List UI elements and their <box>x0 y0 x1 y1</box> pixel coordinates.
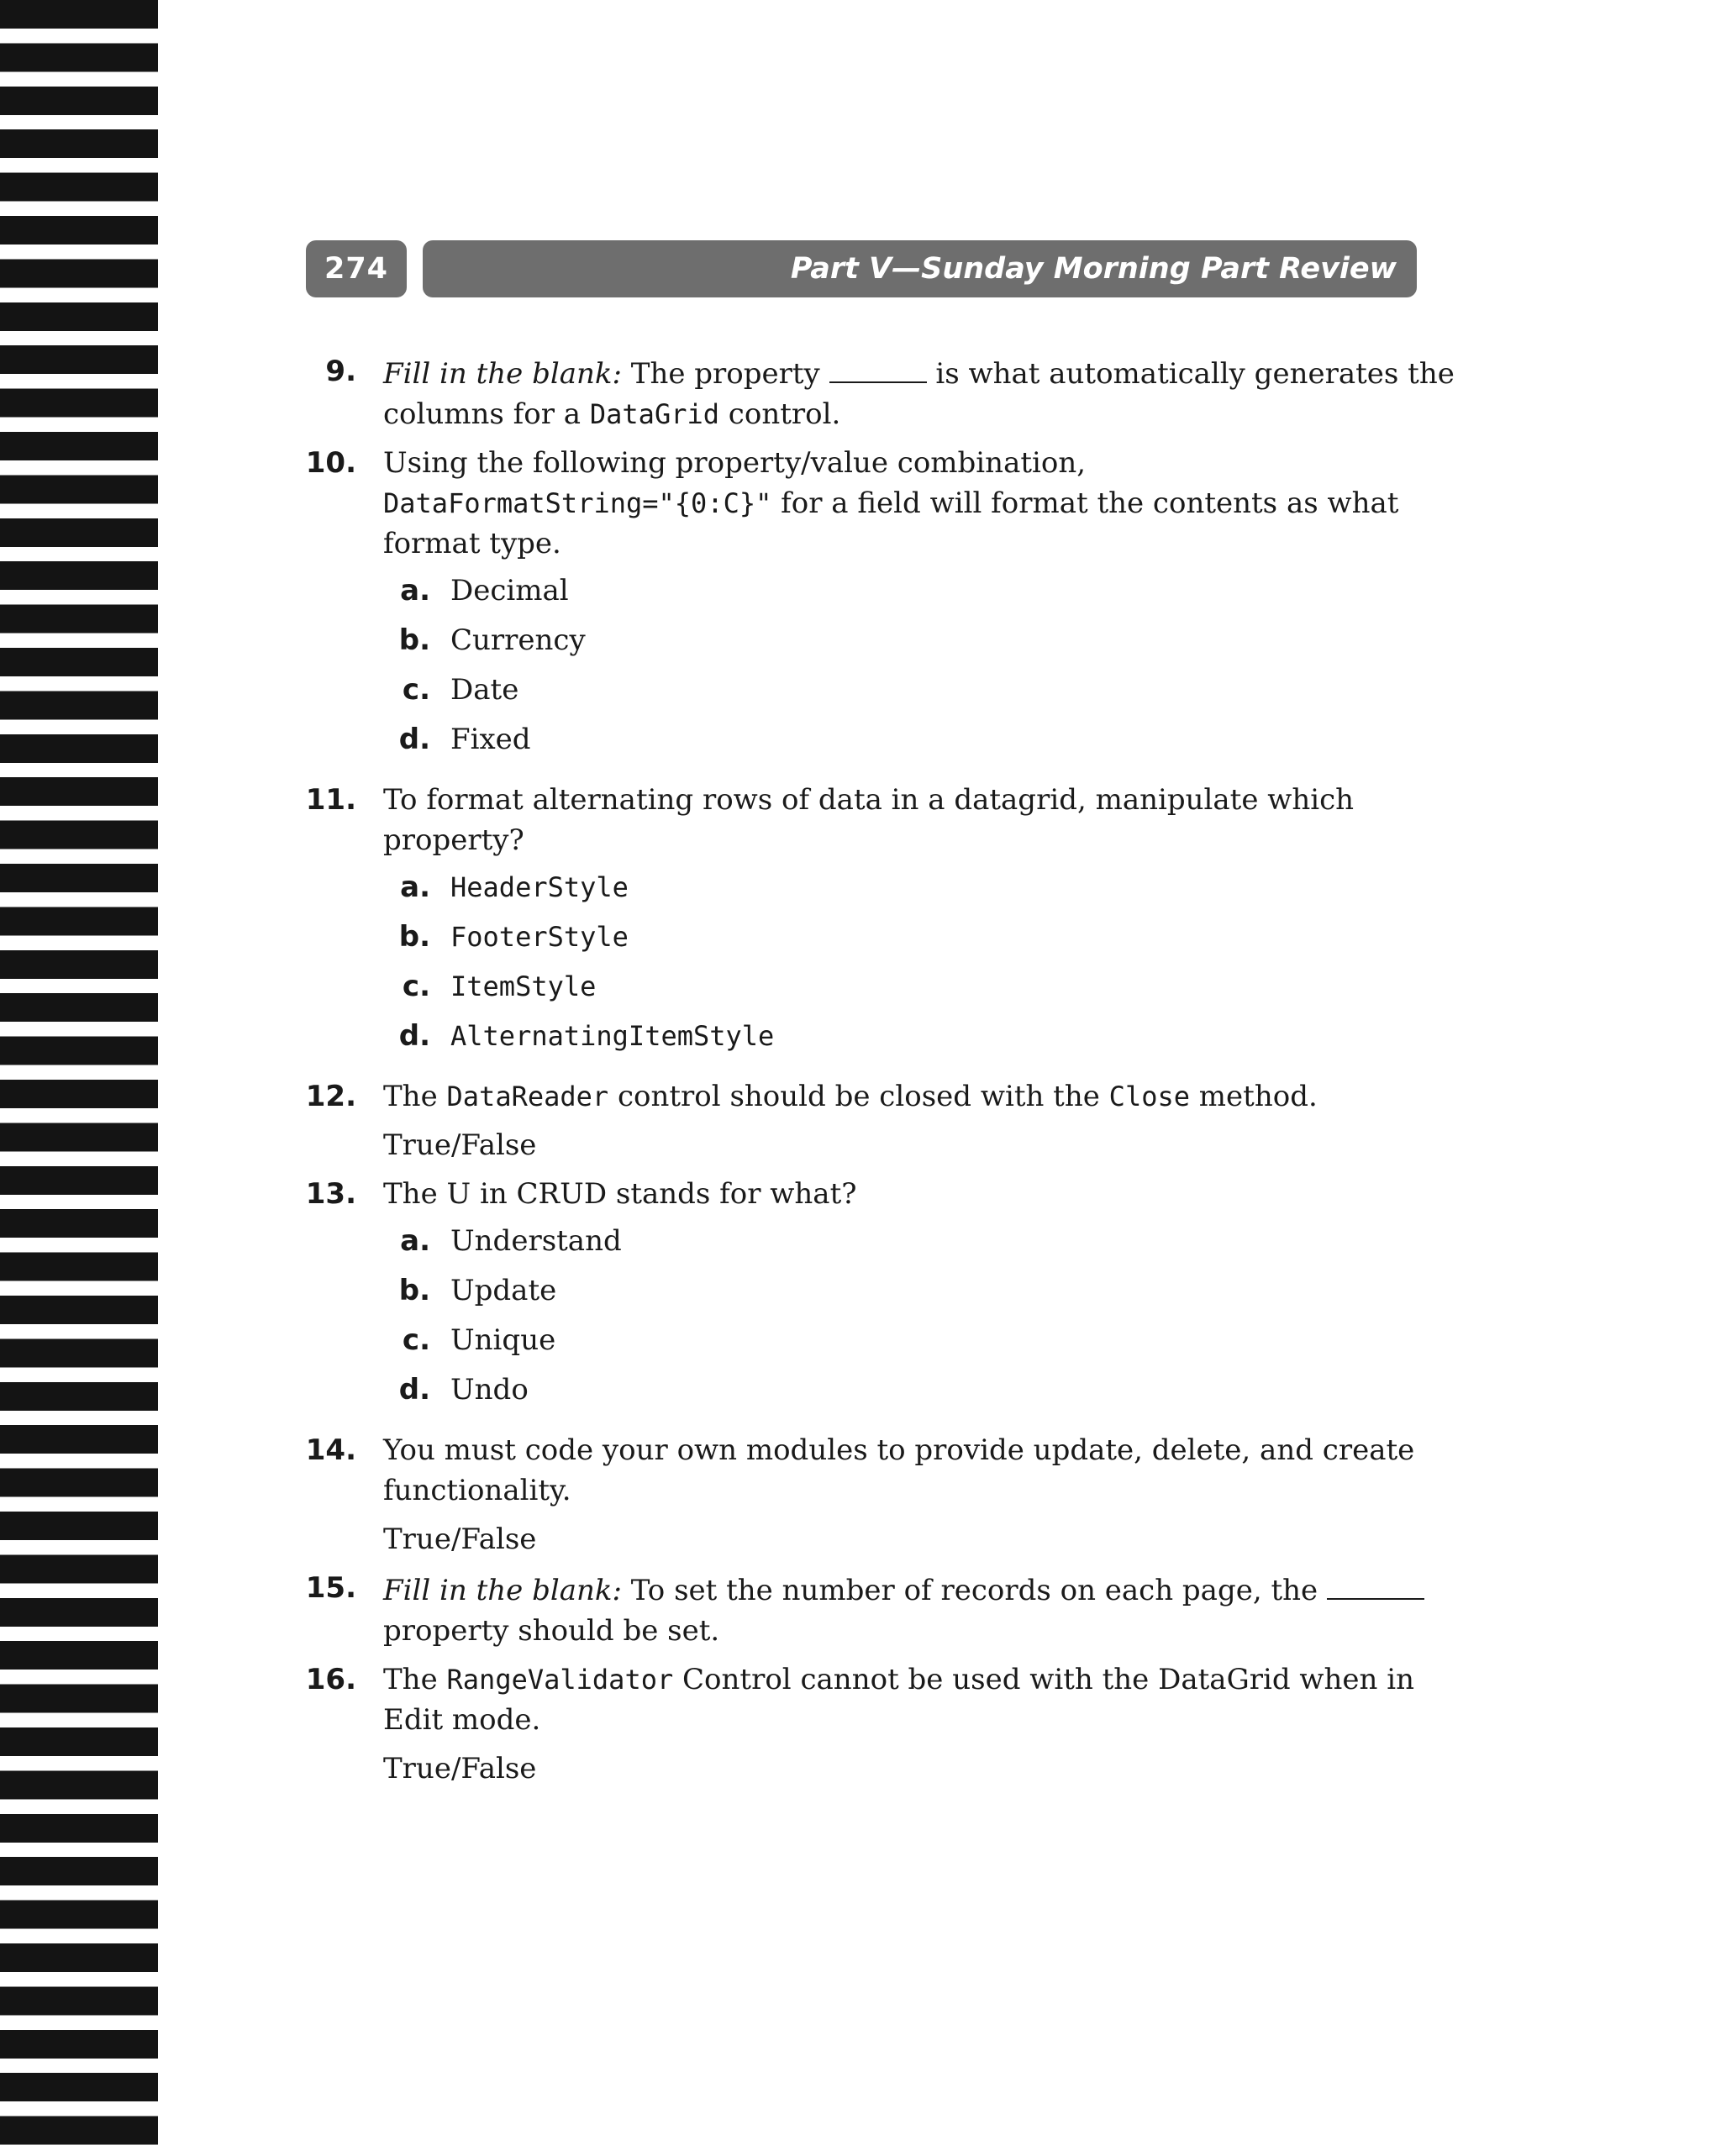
option-a: a. HeaderStyle <box>400 870 629 904</box>
question-13 <box>303 1174 1429 1410</box>
question-text: To format alternating rows of data in a datagrid, manipulate which <box>383 783 1355 817</box>
option-c: c. Date <box>402 673 519 707</box>
question-text: Edit mode. <box>383 1703 541 1737</box>
question-9 <box>303 351 1455 434</box>
question-number: 15. <box>305 1571 356 1605</box>
section-title: Part V—Sunday Morning Part Review <box>423 240 1417 297</box>
fill-blank <box>829 351 927 383</box>
option-a: a. Understand <box>400 1224 622 1258</box>
option-c: c. Unique <box>402 1323 556 1357</box>
question-number: 12. <box>305 1080 356 1113</box>
question-text: You must code your own modules to provide update, delete, and create <box>383 1433 1415 1467</box>
true-false-answer: True/False <box>383 1128 537 1162</box>
option-d: d. AlternatingItemStyle <box>398 1019 775 1053</box>
option-d: d. Undo <box>398 1373 529 1407</box>
question-text: The DataReader control should be closed with the Close method. <box>383 1080 1318 1113</box>
question-14 <box>303 1430 1429 1559</box>
option-b: b. Currency <box>398 623 586 657</box>
true-false-answer: True/False <box>383 1752 537 1785</box>
question-text: Fill in the blank: To set the number of records on each page, the <box>383 1568 1429 1611</box>
question-text: Fill in the blank: The property is what automatically generates the <box>383 351 1429 394</box>
question-list <box>303 351 1455 1789</box>
question-number: 9. <box>325 355 356 388</box>
option-list <box>383 867 1429 1056</box>
question-12 <box>303 1076 1429 1165</box>
question-text: DataFormatString="{0:C}" for a field will format the contents as what <box>383 486 1399 520</box>
option-list <box>383 571 1429 760</box>
question-number: 11. <box>305 783 356 817</box>
option-list <box>383 1221 1429 1410</box>
question-11 <box>303 780 1429 1056</box>
option-c: c. ItemStyle <box>402 970 597 1003</box>
question-text: property? <box>383 823 524 857</box>
option-a: a. Decimal <box>400 574 569 607</box>
question-16 <box>303 1659 1429 1789</box>
question-text: The U in CRUD stands for what? <box>383 1177 857 1211</box>
question-number: 16. <box>305 1663 356 1696</box>
question-number: 10. <box>305 446 356 480</box>
question-number: 14. <box>305 1433 356 1467</box>
question-text: Using the following property/value combination, <box>383 446 1087 480</box>
question-text: functionality. <box>383 1474 571 1507</box>
option-b: b. FooterStyle <box>398 920 629 954</box>
page-number: 274 <box>306 240 407 297</box>
true-false-answer: True/False <box>383 1522 537 1556</box>
question-text: The RangeValidator Control cannot be used with the DataGrid when in <box>383 1663 1415 1696</box>
question-text: columns for a DataGrid control. <box>383 397 841 431</box>
question-15 <box>303 1568 1429 1651</box>
fill-blank <box>1327 1568 1424 1600</box>
question-10 <box>303 443 1429 760</box>
question-text: format type. <box>383 527 561 560</box>
question-text: property should be set. <box>383 1614 720 1648</box>
option-b: b. Update <box>398 1274 557 1307</box>
question-number: 13. <box>305 1177 356 1211</box>
option-d: d. Fixed <box>398 723 531 756</box>
binding-stripes <box>0 0 158 2156</box>
